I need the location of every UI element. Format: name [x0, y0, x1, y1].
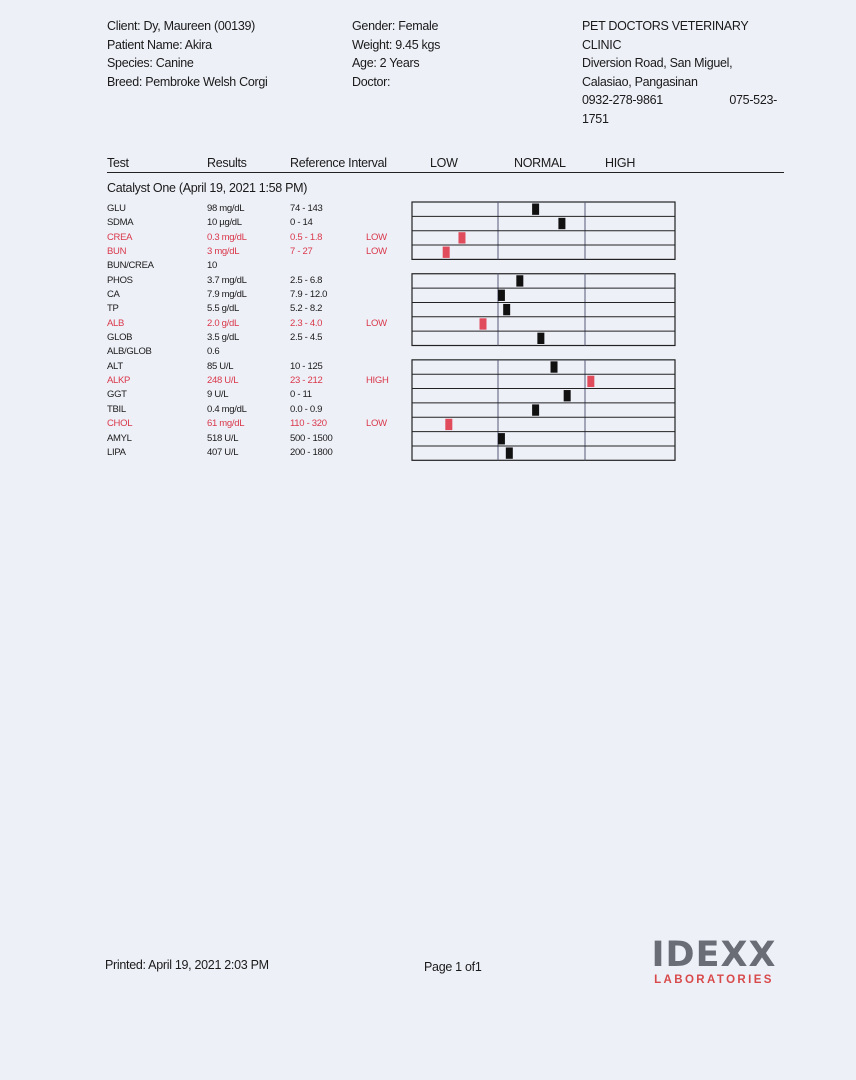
printed-date: Printed: April 19, 2021 2:03 PM — [105, 958, 269, 972]
test-name: CA — [107, 289, 120, 301]
reference-interval: 2.3 - 4.0 — [290, 317, 323, 329]
result-marker — [498, 290, 505, 301]
result-marker — [532, 204, 539, 215]
test-name: ALB/GLOB — [107, 346, 152, 358]
clinic-phone-2-part1: 075-523- — [729, 93, 777, 107]
result-value: 61 mg/dL — [207, 418, 245, 430]
test-name: GLU — [107, 203, 126, 214]
idexx-logo-subtitle: LABORATORIES — [654, 974, 774, 986]
result-flag: LOW — [366, 418, 387, 430]
reference-interval: 7 - 27 — [290, 246, 313, 258]
result-flag: LOW — [366, 317, 387, 329]
reference-interval: 0.0 - 0.9 — [290, 403, 323, 415]
col-high: HIGH — [605, 156, 636, 170]
result-value: 5.5 g/dL — [207, 303, 239, 315]
result-marker — [537, 333, 544, 344]
result-value: 7.9 mg/dL — [207, 289, 247, 301]
col-low: LOW — [430, 156, 458, 170]
test-name: ALKP — [107, 375, 131, 387]
result-marker — [587, 376, 594, 387]
result-flag: HIGH — [366, 375, 389, 387]
result-marker — [532, 404, 539, 415]
client-line: Client: Dy, Maureen (00139) — [107, 19, 255, 33]
idexx-logo-mark: IDEXX — [651, 935, 777, 975]
test-name: SDMA — [107, 217, 134, 229]
reference-interval: 110 - 320 — [290, 418, 327, 430]
reference-interval: 0 - 14 — [290, 217, 313, 229]
result-marker — [516, 275, 523, 286]
patient-name-line: Patient Name: Akira — [107, 37, 212, 52]
test-name: GGT — [107, 389, 127, 401]
result-marker — [458, 232, 465, 243]
result-value: 10 — [207, 260, 217, 272]
result-flag: LOW — [366, 231, 387, 243]
result-marker — [443, 247, 450, 258]
doctor-line: Doctor: — [352, 74, 391, 89]
result-marker — [498, 433, 505, 444]
result-value: 10 µg/dL — [207, 217, 242, 229]
result-value: 3.7 mg/dL — [207, 274, 247, 286]
result-value: 248 U/L — [207, 375, 239, 387]
graph-box — [412, 360, 675, 460]
result-marker — [503, 304, 510, 315]
reference-interval: 2.5 - 6.8 — [290, 274, 323, 286]
reference-interval: 7.9 - 12.0 — [290, 289, 328, 301]
result-value: 0.6 — [207, 346, 220, 358]
result-value: 2.0 g/dL — [207, 317, 239, 329]
result-marker — [506, 447, 513, 458]
reference-interval: 10 - 125 — [290, 360, 323, 372]
test-name: CREA — [107, 231, 133, 243]
result-flag: LOW — [366, 246, 387, 258]
reference-interval: 500 - 1500 — [290, 432, 333, 444]
result-value: 9 U/L — [207, 389, 229, 401]
test-name: GLOB — [107, 332, 133, 344]
col-results: Results — [207, 156, 247, 170]
test-name: CHOL — [107, 418, 133, 430]
clinic-phone-2-part2: 1751 — [582, 111, 609, 126]
reference-interval: 2.5 - 4.5 — [290, 332, 323, 344]
test-name: LIPA — [107, 446, 126, 458]
test-name: ALT — [107, 360, 123, 372]
reference-interval: 200 - 1800 — [290, 446, 333, 458]
test-name: BUN/CREA — [107, 260, 154, 272]
test-name: TP — [107, 303, 119, 315]
result-value: 0.3 mg/dL — [207, 231, 247, 243]
result-marker — [564, 390, 571, 401]
reference-interval: 23 - 212 — [290, 375, 323, 387]
result-marker — [558, 218, 565, 229]
weight-line: Weight: 9.45 kgs — [352, 37, 441, 52]
breed-line: Breed: Pembroke Welsh Corgi — [107, 74, 268, 89]
age-line: Age: 2 Years — [352, 56, 420, 70]
section-title: Catalyst One (April 19, 2021 1:58 PM) — [107, 181, 308, 195]
result-marker — [551, 361, 558, 372]
result-value: 85 U/L — [207, 360, 234, 372]
result-value: 3.5 g/dL — [207, 332, 239, 344]
result-value: 407 U/L — [207, 446, 239, 458]
clinic-name: PET DOCTORS VETERINARY CLINIC — [582, 19, 749, 52]
result-value: 0.4 mg/dL — [207, 403, 247, 415]
col-normal: NORMAL — [514, 156, 566, 170]
idexx-logo — [643, 935, 785, 986]
test-name: TBIL — [107, 403, 126, 415]
result-marker — [445, 419, 452, 430]
test-name: BUN — [107, 246, 127, 258]
col-reference: Reference Interval — [290, 156, 387, 170]
clinic-phone-1: 0932-278-9861 — [582, 93, 663, 107]
test-name: PHOS — [107, 274, 133, 286]
result-value: 518 U/L — [207, 432, 239, 444]
page-number: Page 1 of1 — [424, 960, 482, 974]
gender-line: Gender: Female — [352, 19, 439, 33]
result-value: 3 mg/dL — [207, 246, 240, 258]
clinic-address: Diversion Road, San Miguel, Calasiao, Pangasinan — [582, 56, 733, 89]
reference-interval: 0.5 - 1.8 — [290, 231, 323, 243]
col-test: Test — [107, 156, 129, 170]
reference-interval: 74 - 143 — [290, 203, 323, 214]
result-marker — [480, 318, 487, 329]
result-value: 98 mg/dL — [207, 203, 245, 214]
reference-interval: 0 - 11 — [290, 389, 312, 401]
test-name: ALB — [107, 317, 125, 329]
test-name: AMYL — [107, 432, 132, 444]
species-line: Species: Canine — [107, 56, 194, 70]
reference-interval: 5.2 - 8.2 — [290, 303, 323, 315]
